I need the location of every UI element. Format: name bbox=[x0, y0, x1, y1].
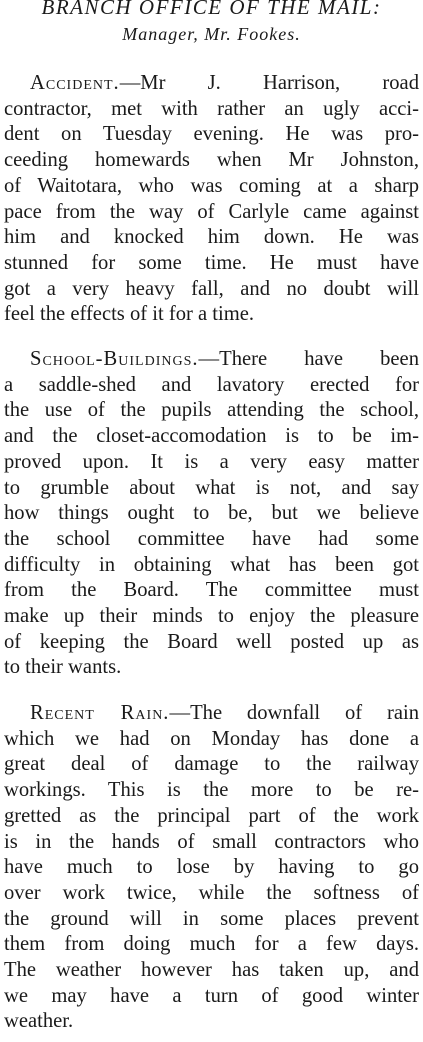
article-line: a saddle-shed and lavatory erected for bbox=[4, 373, 419, 396]
article-line: over work twice, while the softness of bbox=[4, 881, 419, 904]
column-header bbox=[0, 0, 423, 45]
article-line: proved upon. It is a very easy matter bbox=[4, 450, 419, 473]
article-line: weather. bbox=[4, 1010, 74, 1033]
article-heading: Accident. bbox=[30, 72, 120, 94]
office-title: BRANCH OFFICE OF THE MAIL: bbox=[41, 0, 382, 19]
article-line: how things ought to be, but we believe bbox=[4, 502, 419, 525]
article-line: to their wants. bbox=[4, 656, 122, 679]
article-line: The weather however has taken up, and bbox=[4, 959, 419, 982]
article-line: is in the hands of small contractors who bbox=[4, 830, 419, 853]
article-line: the school committee have had some bbox=[4, 527, 419, 550]
article-line: the use of the pupils attending the school, bbox=[4, 399, 419, 422]
article-accident bbox=[0, 71, 423, 328]
article-line: ceeding homewards when Mr Johnston, bbox=[4, 149, 419, 172]
article-text: —The downfall of rain bbox=[169, 702, 419, 724]
article-line: and the closet-accomodation is to be im- bbox=[4, 425, 419, 448]
article-line: of Waitotara, who was coming at a sharp bbox=[4, 174, 419, 197]
article-line: make up their minds to enjoy the pleasure bbox=[4, 605, 419, 628]
article-school-buildings bbox=[0, 347, 423, 681]
article-recent-rain bbox=[0, 701, 423, 1035]
article-heading: Recent Rain. bbox=[30, 702, 170, 724]
manager-line: Manager, Mr. Fookes. bbox=[122, 24, 301, 44]
article-line: got a very heavy fall, and no doubt will bbox=[4, 277, 419, 300]
article-line: pace from the way of Carlyle came against bbox=[4, 200, 419, 223]
article-line: difficulty in obtaining what has been got bbox=[4, 553, 419, 576]
article-line: them from doing much for a few days. bbox=[4, 933, 419, 956]
article-line: of keeping the Board well posted up as bbox=[4, 630, 419, 653]
article-line: to grumble about what is not, and say bbox=[4, 476, 419, 499]
article-line: stunned for some time. He must have bbox=[4, 251, 419, 274]
article-line: dent on Tuesday evening. He was pro- bbox=[4, 123, 419, 146]
article-line: we may have a turn of good winter bbox=[4, 984, 419, 1007]
article-line: have much to lose by having to go bbox=[4, 856, 419, 879]
article-line: workings. This is the more to be re- bbox=[4, 779, 419, 802]
article-line: gretted as the principal part of the work bbox=[4, 804, 419, 827]
article-line: which we had on Monday has done a bbox=[4, 727, 419, 750]
article-line: the ground will in some places prevent bbox=[4, 907, 419, 930]
article-first-line bbox=[4, 347, 419, 373]
article-text: —Mr J. Harrison, road bbox=[119, 72, 419, 94]
article-text: —There have been bbox=[198, 348, 419, 370]
article-line: from the Board. The committee must bbox=[4, 579, 419, 602]
article-first-line bbox=[4, 71, 419, 97]
article-heading: School-Buildings. bbox=[30, 348, 199, 370]
article-line: contractor, met with rather an ugly acci- bbox=[4, 97, 419, 120]
article-line: feel the effects of it for a time. bbox=[4, 303, 255, 326]
article-line: great deal of damage to the railway bbox=[4, 753, 419, 776]
article-line: him and knocked him down. He was bbox=[4, 226, 419, 249]
article-first-line bbox=[4, 701, 419, 727]
